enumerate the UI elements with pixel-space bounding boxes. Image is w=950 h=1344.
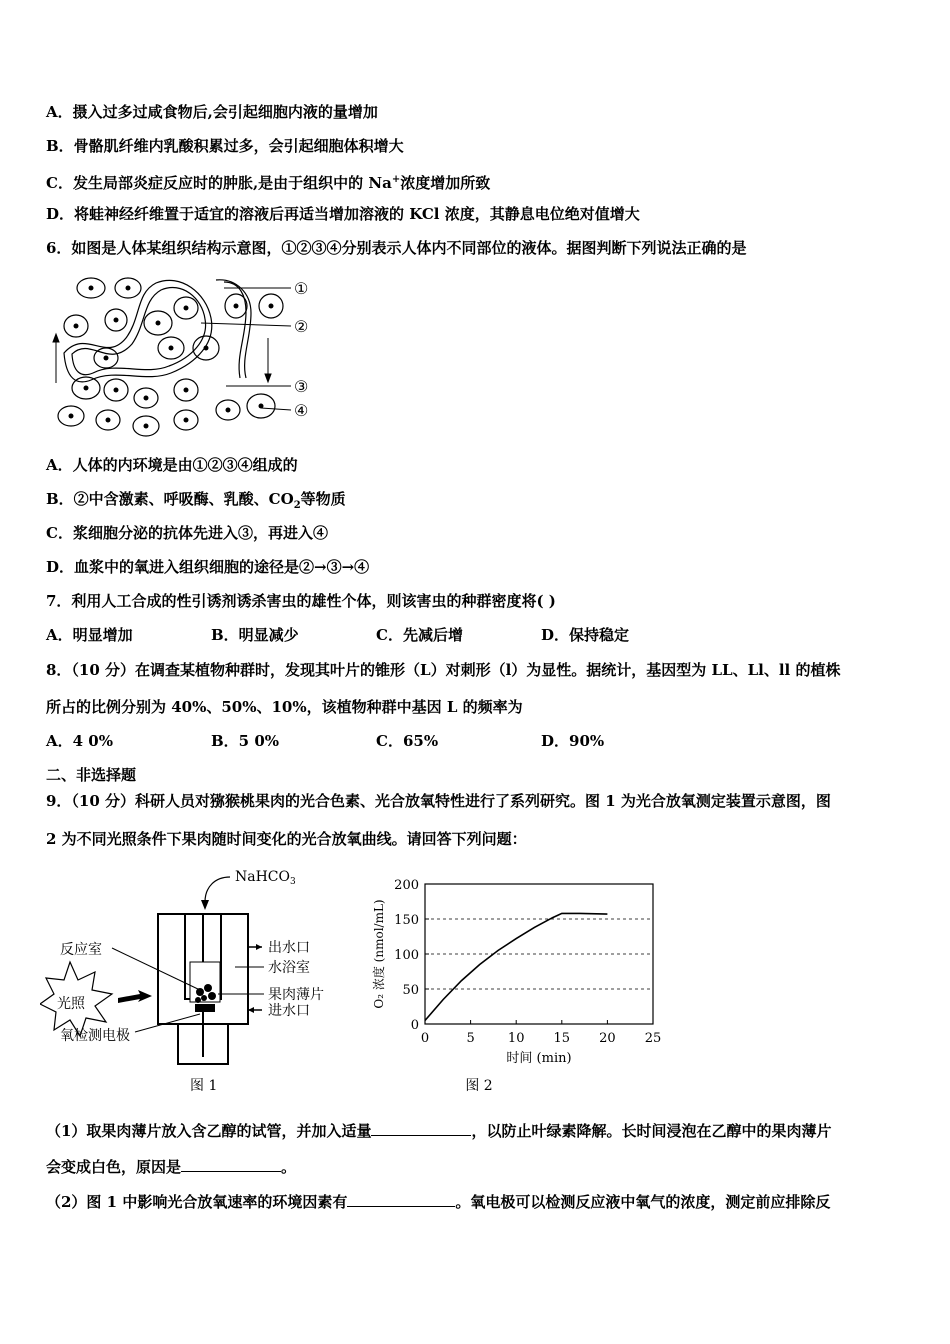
fig1-nahco3: [235, 869, 296, 887]
q7-option-c: C．先减后增: [376, 626, 463, 644]
q7-option-a: A．明显增加: [46, 626, 133, 644]
q5-option-c-pre: C．发生局部炎症反应时的肿胀,是由于组织中的 Na: [46, 174, 392, 192]
fig1-slice: 果肉薄片: [268, 987, 324, 1003]
q8-option-b: B．5 0%: [211, 732, 280, 750]
fig1-light-label: 光照: [57, 996, 85, 1012]
q6-option-c: C．浆细胞分泌的抗体先进入③，再进入④: [46, 524, 328, 542]
q9-sub1-a: （1）取果肉薄片放入含乙醇的试管，并加入适量: [46, 1122, 372, 1140]
answer-blank-1[interactable]: [371, 1121, 471, 1136]
q6-option-b-post: 等物质: [300, 490, 346, 508]
label-3: ③: [294, 377, 309, 396]
chart-xlabel: 时间 (min): [506, 1051, 572, 1066]
q6-stem: 6．如图是人体某组织结构示意图，①②③④分别表示人体内不同部位的液体。据图判断下列说法正确的是: [46, 239, 747, 257]
tissue-diagram: [46, 268, 326, 440]
chart-ytick-label: 0: [410, 1018, 419, 1033]
q8-stem-line2: 所占的比例分别为 40%、50%、10%，该植物种群中基因 L 的频率为: [46, 698, 523, 716]
chart-xtick-label: 25: [644, 1031, 662, 1046]
q5-option-c-sup: +: [391, 174, 401, 185]
fig1-nahco3-sub: 3: [290, 877, 296, 887]
section-heading: 二、非选择题: [46, 766, 137, 784]
chart-xtick-label: 0: [420, 1031, 430, 1046]
label-2: ②: [294, 317, 309, 336]
q7-option-d: D．保持稳定: [541, 626, 630, 644]
q5-option-b: B．骨骼肌纤维内乳酸积累过多，会引起细胞体积增大: [46, 137, 404, 155]
answer-blank-2[interactable]: [181, 1157, 281, 1172]
q9-sub1-b: ，以防止叶绿素降解。长时间浸泡在乙醇中的果肉薄片: [471, 1122, 832, 1140]
chart-xtick-label: 20: [599, 1031, 616, 1046]
chart-ytick-label: 50: [402, 983, 419, 998]
q8-option-c: C．65%: [376, 732, 439, 750]
apparatus-diagram: [40, 862, 350, 1097]
q9-sub2-a: （2）图 1 中影响光合放氧速率的环境因素有: [46, 1193, 348, 1211]
fig1-water-bath: 水浴室: [268, 960, 310, 976]
q7-stem: 7．利用人工合成的性引诱剂诱杀害虫的雄性个体，则该害虫的种群密度将( ): [46, 592, 556, 610]
q8-option-d: D．90%: [541, 732, 605, 750]
label-1: ①: [294, 279, 309, 298]
q9-sub2-b: 。氧电极可以检测反应液中氧气的浓度，测定前应排除反: [455, 1193, 831, 1211]
fig1-caption: 图 1: [190, 1078, 218, 1094]
q8-stem-line1: 8．（10 分）在调查某植物种群时，发现其叶片的锥形（L）对刺形（l）为显性。据统计，基因型为 LL、Ll、ll 的植株: [46, 661, 841, 679]
chart-xtick-label: 5: [466, 1031, 475, 1046]
q9-stem-line1: 9．（10 分）科研人员对猕猴桃果肉的光合色素、光合放氧特性进行了系列研究。图 1 为光合放氧测定装置示意图，图: [46, 792, 831, 810]
q9-sub2-line1: [46, 1192, 830, 1212]
chart-ylabel: O₂ 浓度 (nmol/mL): [372, 899, 386, 1009]
q9-sub1-line1: [46, 1121, 831, 1141]
q6-option-b-pre: B．②中含激素、呼吸酶、乳酸、CO: [46, 490, 294, 508]
chart-ytick-label: 150: [394, 913, 419, 928]
q5-option-c: [46, 170, 490, 193]
answer-blank-3[interactable]: [347, 1192, 455, 1207]
q9-sub1-d: 。: [281, 1158, 297, 1176]
chart-xtick-label: 15: [553, 1031, 571, 1046]
chart-series-line: [425, 913, 607, 1020]
q5-option-a: A．摄入过多过咸食物后,会引起细胞内液的量增加: [46, 103, 378, 121]
fig1-nahco3-text: NaHCO: [235, 869, 290, 885]
q5-option-c-post: 浓度增加所致: [400, 174, 491, 192]
fig1-reaction-room: 反应室: [60, 942, 102, 958]
chart-ytick-label: 100: [394, 948, 419, 963]
q6-option-d: D．血浆中的氧进入组织细胞的途径是②→③→④: [46, 558, 370, 576]
o2-chart: [365, 870, 675, 1100]
q8-option-a: A．4 0%: [46, 732, 113, 750]
q9-sub1-line2: [46, 1157, 296, 1177]
fig1-outlet: 出水口: [268, 940, 310, 956]
fig1-inlet: 进水口: [268, 1003, 310, 1019]
chart-caption: 图 2: [465, 1078, 493, 1094]
fig1-electrode: 氧检测电极: [60, 1028, 130, 1044]
q6-option-b-sub: 2: [293, 500, 301, 511]
chart-xtick-label: 10: [507, 1031, 525, 1046]
chart-ytick-label: 200: [394, 878, 419, 893]
q6-option-a: A．人体的内环境是由①②③④组成的: [46, 456, 298, 474]
q9-sub1-c: 会变成白色，原因是: [46, 1158, 182, 1176]
q5-option-d: D．将蛙神经纤维置于适宜的溶液后再适当增加溶液的 KCl 浓度，其静息电位绝对值增大: [46, 205, 640, 223]
q6-option-b: [46, 489, 346, 516]
q9-stem-line2: 2 为不同光照条件下果肉随时间变化的光合放氧曲线。请回答下列问题：: [46, 830, 527, 848]
q7-option-b: B．明显减少: [211, 626, 299, 644]
label-4: ④: [294, 401, 309, 420]
